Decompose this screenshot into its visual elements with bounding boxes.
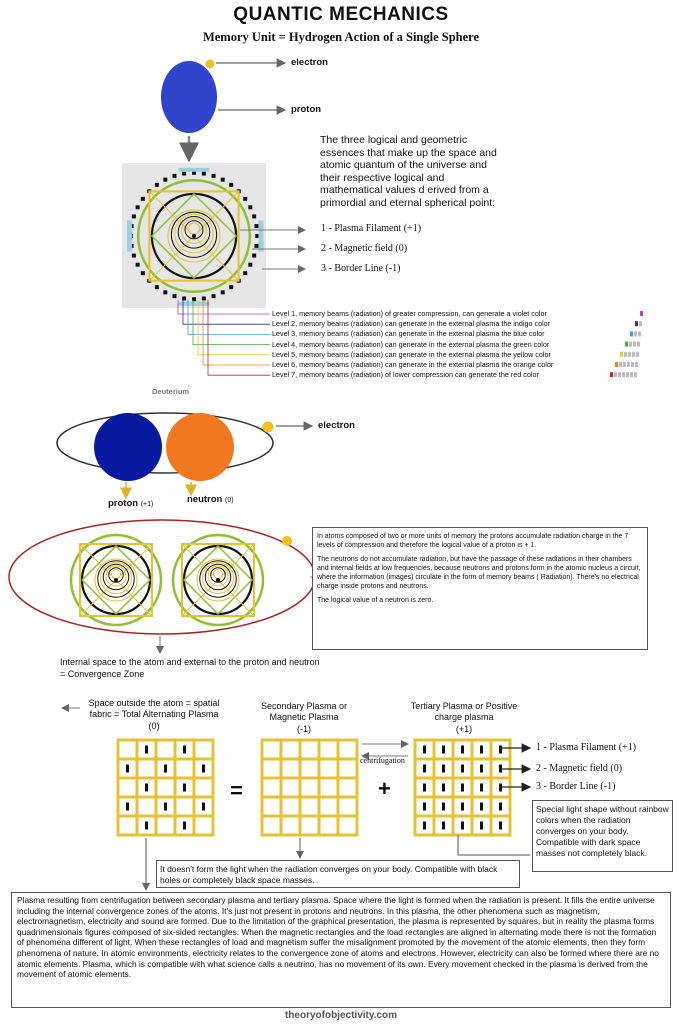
atom-info-p1: In atoms composed of two or more units of memory the protons accumulate radiation charge in the 7 levels of compression and therefore the logical value of a proton is + 1. bbox=[317, 533, 629, 549]
level-5-swatch bbox=[628, 352, 631, 357]
level-6-swatch bbox=[635, 362, 638, 367]
level-7-swatch bbox=[610, 372, 613, 377]
plasma-description-box: Plasma resulting from centrifugation between secondary plasma and tertiary plasma. Space where the light is formed when the radiation is present. It fills the entire universe including the internal convergence zones of the atoms. It's just not present in protons and neutrons. In this plasma, the other phenomena such as magnetism, electromagnetism, electricity and sound are formed. Due to the limitation of the graphical presentation, the plasma is represented by squares, but in reality the plasma forms quadrimensionais figures composed of six-sided rectangles. When the magnetic rectangles and the load rectangles are aligned in alternating mode there is not the formation of phenomena different of light. When these rectangles of load and magnetism suffer the misalignment promoted by the movement of the atomic elements, then they form phenomena of nature. In atomic environments, electricity relates to the convergence zone of atoms and electrons. However, electricity can also be formed where there are no atomic elements. Plasma, which is compatible with what science calls a neutrino, has no movement of its own. Every movement checked in the plasma is derived from the movement of atomic elements. bbox=[11, 892, 671, 1008]
level-3-swatch bbox=[630, 331, 633, 336]
essence-plasma-filament: 1 - Plasma Filament (+1) bbox=[321, 223, 422, 234]
centrifugation-label: centrifugation bbox=[360, 756, 405, 765]
deuterium-electron bbox=[263, 422, 274, 433]
level-5-text: Level 5, memory beams (radiation) can generate in the external plasma the yellow color bbox=[272, 349, 551, 359]
secondary-plasma-grid bbox=[262, 740, 357, 835]
secondary-plasma-label: Secondary Plasma or Magnetic Plasma bbox=[260, 701, 348, 722]
tertiary-plasma-value: (+1) bbox=[455, 724, 473, 734]
tertiary-plasma-grid bbox=[415, 740, 510, 835]
page-title: QUANTIC MECHANICS bbox=[233, 4, 449, 25]
plasma-grids bbox=[118, 740, 510, 835]
essences-description: The three logical and geometric essences that make up the space and atomic quantum of the universe and their respective logical and mathematical values d erived from a primordial and eternal spherical point: bbox=[320, 134, 497, 209]
hydrogen-atom bbox=[161, 60, 285, 161]
atom-info-p3: The logical value of a neutron is zero. bbox=[317, 597, 434, 604]
tertiary-legend-3: 3 - Border Line (-1) bbox=[536, 781, 616, 792]
level-6-swatch bbox=[627, 362, 630, 367]
tertiary-legend-1: 1 - Plasma Filament (+1) bbox=[536, 742, 637, 753]
level-4-text: Level 4, memory beams (radiation) can generate in the external plasma the green color bbox=[272, 339, 550, 349]
footer-url: theoryofobjectivity.com bbox=[284, 1010, 398, 1021]
memory-unit-symbol bbox=[122, 163, 266, 308]
level-6-leader bbox=[203, 300, 270, 365]
level-4-swatch bbox=[625, 342, 628, 347]
spatial-plasma-label: Space outside the atom = spatial fabric = Total Alternating Plasma bbox=[88, 698, 220, 719]
level-6-text: Level 6, memory beams (radiation) can generate in the external plasma the orange color bbox=[272, 360, 554, 369]
deuterium-electron-label: electron bbox=[318, 420, 355, 431]
level-5-swatch bbox=[632, 352, 635, 357]
deuterium-atom bbox=[57, 413, 312, 498]
level-4-swatch bbox=[629, 342, 632, 347]
no-light-box: It doesn't form the light when the radiation converges on your body. Compatible with black holes or completely black space masses. bbox=[156, 860, 520, 888]
level-2-swatch bbox=[639, 321, 642, 326]
equals-sign: = bbox=[230, 778, 243, 803]
atom-info-p2: The neutrons do not accumulate radiation, but have the passage of these radiations in their chambers and internal fields at low frequencies, because neutrons and protons form in the atomic nucleus a circuit, where the information (images) circulate in the form of memory beams ( Radiation). There's no electrical charge inside protons and neutrons. bbox=[317, 556, 641, 590]
level-7-swatch bbox=[634, 372, 637, 377]
tertiary-legend-2: 2 - Magnetic field (0) bbox=[536, 763, 623, 774]
hydrogen-proton-label: proton bbox=[291, 104, 322, 115]
level-5-leader bbox=[198, 300, 270, 355]
essence-border-line: 3 - Border Line (-1) bbox=[321, 263, 401, 274]
level-1-swatch bbox=[640, 311, 643, 316]
deuterium-neutron-label: neutron (0) bbox=[187, 494, 234, 505]
level-2-text: Level 2, memory beams (radiation) can generate in the external plasma the indigo color bbox=[272, 319, 551, 329]
level-6-swatch bbox=[623, 362, 626, 367]
spatial-plasma-grid bbox=[118, 740, 213, 835]
level-6-swatch bbox=[619, 362, 622, 367]
level-2-swatch bbox=[635, 321, 638, 326]
level-7-swatch bbox=[622, 372, 625, 377]
secondary-plasma-value: (-1) bbox=[297, 724, 311, 734]
plus-sign: + bbox=[378, 776, 391, 801]
spatial-plasma-value: (0) bbox=[148, 721, 160, 731]
proton-sphere bbox=[161, 61, 217, 133]
level-5-swatch bbox=[624, 352, 627, 357]
level-5-swatch bbox=[620, 352, 623, 357]
level-7-swatch bbox=[630, 372, 633, 377]
convergence-zone-text: Internal space to the atom and external to the proton and neutron = Convergence Zone bbox=[60, 657, 320, 679]
level-4-swatch bbox=[637, 342, 640, 347]
level-5-swatch bbox=[636, 352, 639, 357]
level-3-text: Level 3, memory beams (radiation) can generate in the external plasma the blue color bbox=[272, 329, 545, 339]
level-3-swatch bbox=[638, 331, 641, 336]
electron-dot bbox=[206, 60, 215, 69]
page-subtitle: Memory Unit = Hydrogen Action of a Single Sphere bbox=[202, 30, 480, 44]
hydrogen-electron-label: electron bbox=[291, 57, 328, 68]
level-7-leader bbox=[208, 300, 270, 375]
level-4-swatch bbox=[633, 342, 636, 347]
atom-info-box bbox=[312, 527, 648, 650]
essence-magnetic-field: 2 - Magnetic field (0) bbox=[321, 243, 408, 254]
deuterium-neutron bbox=[166, 413, 234, 481]
deuterium-proton-label: proton (+1) bbox=[108, 498, 154, 509]
level-3-swatch bbox=[634, 331, 637, 336]
deuterium-proton bbox=[94, 413, 162, 481]
level-7-text: Level 7, memory beams (radiation) of lower compression can generate the red color bbox=[272, 370, 539, 380]
level-1-text: Level 1, memory beams (radiation) of greater compression, can generate a violet color bbox=[272, 309, 547, 318]
level-6-swatch bbox=[631, 362, 634, 367]
deuterium-title: Deuterium bbox=[152, 387, 190, 396]
atom-electron bbox=[282, 536, 292, 546]
level-7-swatch bbox=[614, 372, 617, 377]
level-6-swatch bbox=[615, 362, 618, 367]
atom-two-units bbox=[9, 520, 316, 634]
tertiary-plasma-label: Tertiary Plasma or Positive charge plasma bbox=[410, 701, 518, 722]
level-7-swatch bbox=[626, 372, 629, 377]
special-light-box: Special light shape without rainbow colors when the radiation converges on your body. Compatible with dark space masses not completely black. bbox=[532, 800, 673, 872]
level-7-swatch bbox=[618, 372, 621, 377]
